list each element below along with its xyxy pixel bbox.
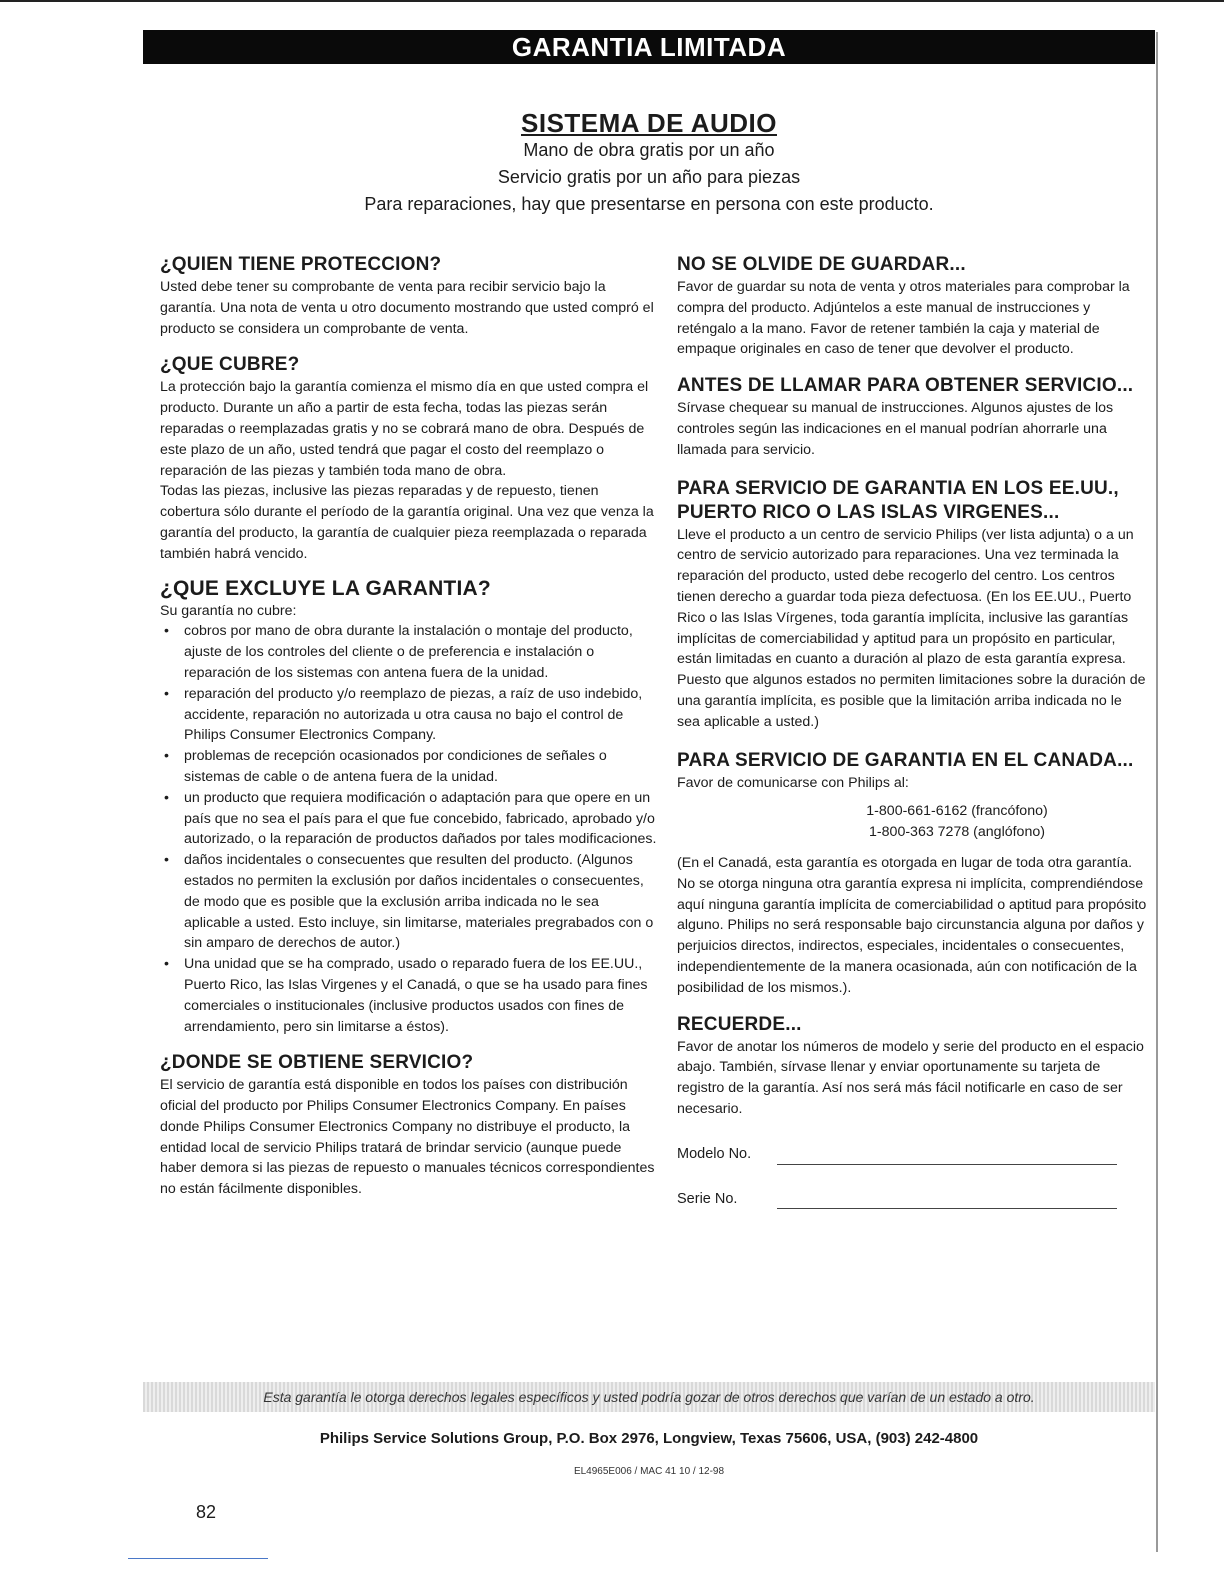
section-text: Sírvase chequear su manual de instrucciones. Algunos ajustes de los controles según las indicaciones en el manual podrían ahorrarle una llamada para servicio. (677, 400, 1114, 458)
section-text: (En el Canadá, esta garantía es otorgada en lugar de toda otra garantía. No se otorga ninguna otra garantía expresa ni implícita, comprendiéndose aquí ninguna garantía implícita de comerciabilidad o aptitud para propósito alguno. Philips no será responsable bajo circunstancia alguna por daños y perjuicios directos, indirectos, especiales, incidentales o consecuentes, independientemente de la manera ocasionada, aún con notificación de la posibilidad de los mismos.). (677, 854, 1147, 996)
phone-french: 1-800-661-6162 (francófono) (866, 803, 1048, 820)
section-heading: PARA SERVICIO DE GARANTIA EN LOS EE.UU., PUERTO RICO O LAS ISLAS VIRGENES... (677, 477, 1119, 523)
section-heading: NO SE OLVIDE DE GUARDAR... (677, 254, 966, 275)
model-number-row (677, 1144, 1147, 1165)
serial-number-row (677, 1189, 1147, 1210)
section-heading: ¿DONDE SE OBTIENE SERVICIO? (160, 1052, 474, 1074)
model-number-label: Modelo No. (677, 1145, 752, 1162)
section-excluye (160, 577, 658, 1038)
banner-title: GARANTIA LIMITADA (511, 31, 787, 62)
intro-line-2: Servicio gratis por un año para piezas (497, 167, 801, 187)
section-heading: ANTES DE LLAMAR PARA OBTENER SERVICIO... (677, 375, 1134, 397)
list-item: • daños incidentales o consecuentes que resulten del producto. (Algunos estados no permiten la exclusión por daños incidentales o consecuentes, de modo que es posible que la exclusión arriba indicada no le sea aplicable a usted. Esto incluye, sin limitarse, materiales pregrabados con o sin amparo de derechos de autor.) (160, 850, 658, 954)
section-text: Lleve el producto a un centro de servicio Philips (ver lista adjunta) o a un centro de servicio autorizado para reparaciones. Una vez terminada la reparación del producto, usted debe recogerlo del centro. Los centros tienen derecho a guardar toda pieza defectuosa. (En los EE.UU., Puerto Rico o las Islas Vírgenes, toda garantía implícita, inclusive las garantías implícitas de comerciabilidad y aptitud para un propósito en particular, están limitadas en cuanto a duración al plazo de esta garantía expresa. Puesto que algunos estados no permiten limitaciones sobre la duración de una garantía implícita, es posible que la limitación arriba indicada no le sea aplicable a usted.) (677, 526, 1146, 730)
section-canada (677, 749, 1147, 999)
section-text: Todas las piezas, inclusive las piezas reparadas y de repuesto, tienen cobertura sólo durante el período de la garantía original. Una vez que venza la garantía del producto, la garantía de cualquier pieza reemplazada o reparada también habrá vencido. (160, 483, 654, 562)
section-text: Usted debe tener su comprobante de venta para recibir servicio bajo la garantía. Una nota de venta u otro documento mostrando que usted compró el producto se considera un comprobante de venta. (160, 279, 654, 337)
document-code: EL4965E006 / MAC 41 10 / 12-98 (573, 1466, 725, 1477)
section-lead: Su garantía no cubre: (160, 602, 297, 619)
section-heading: ¿QUE EXCLUYE LA GARANTIA? (160, 576, 491, 600)
left-column (160, 253, 658, 1200)
section-heading: ¿QUIEN TIENE PROTECCION? (160, 254, 442, 275)
top-rule (0, 0, 1224, 2)
section-heading: ¿QUE CUBRE? (160, 354, 300, 376)
section-heading: RECUERDE... (677, 1013, 802, 1035)
serial-number-label: Serie No. (677, 1190, 738, 1207)
warranty-banner (143, 30, 1155, 64)
phone-numbers (677, 801, 1147, 843)
model-number-field[interactable] (777, 1150, 1117, 1165)
serial-number-field[interactable] (777, 1194, 1117, 1209)
intro-line-3: Para reparaciones, hay que presentarse en persona con este producto. (364, 194, 934, 214)
right-column (677, 253, 1147, 1209)
section-recuerde (677, 1013, 1147, 1210)
list-item: • un producto que requiera modificación o adaptación para que opere en un país que no sea el país para el que fue concebido, fabricado, aprobado y/o autorizado, o la reparación de productos dañados por tales modificaciones. (160, 788, 658, 850)
intro-line-1: Mano de obra gratis por un año (523, 140, 775, 160)
product-title: SISTEMA DE AUDIO (521, 108, 777, 138)
section-quien (160, 253, 658, 339)
section-lead: Favor de comunicarse con Philips al: (677, 774, 909, 791)
section-donde (160, 1051, 658, 1200)
legal-notice: Esta garantía le otorga derechos legales específicos y usted podría gozar de otros derechos que varían de un estado a otro. (143, 1382, 1155, 1412)
section-text: Favor de guardar su nota de venta y otros materiales para comprobar la compra del producto. Adjúntelos a este manual de instrucciones y reténgalo a la mano. Favor de retener también la caja y material de empaque originales en caso de tener que devolver el producto. (677, 279, 1130, 358)
page-number: 82 (196, 1502, 217, 1522)
section-text: El servicio de garantía está disponible en todos los países con distribución oficial del producto por Philips Consumer Electronics Company. En países donde Philips Consumer Electronics Company no distribuye el producto, la entidad local de servicio Philips tratará de brindar servicio (aunque puede haber demora si las piezas de repuesto o manuales técnicos correspondientes no están fácilmente disponibles. (160, 1077, 655, 1198)
right-margin-rule (1156, 32, 1158, 1552)
list-item: • reparación del producto y/o reemplazo de piezas, a raíz de uso indebido, accidente, reparación no autorizada u otra causa no bajo el control de Philips Consumer Electronics Company. (160, 684, 658, 746)
section-text: La protección bajo la garantía comienza el mismo día en que usted compra el producto. Durante un año a partir de esta fecha, todas las piezas serán reparadas o reemplazadas gratis y no se cobrará mano de obra. Después de este plazo de un año, usted tendrá que pagar el costo del reemplazo o reparación de las piezas y también toda mano de obra. (160, 379, 649, 479)
phone-english: 1-800-363 7278 (anglófono) (869, 824, 1045, 841)
list-item: • problemas de recepción ocasionados por condiciones de señales o sistemas de cable o de antena fuera de la unidad. (160, 746, 658, 788)
bottom-accent-line (128, 1558, 268, 1559)
exclusion-list (160, 621, 658, 1037)
list-item: • Una unidad que se ha comprado, usado o reparado fuera de los EE.UU., Puerto Rico, las Islas Virgenes y el Canadá, o que se ha usado para fines comerciales o institucionales (inclusive productos usados con fines de arrendamiento, pero sin limitarse a éstos). (160, 954, 658, 1037)
section-antes (677, 374, 1147, 460)
section-text: Favor de anotar los números de modelo y serie del producto en el espacio abajo. También, sírvase llenar y enviar oportunamente su tarjeta de registro de la garantía. Así nos será más fácil notificarle en caso de ser necesario. (677, 1038, 1144, 1117)
section-cubre (160, 353, 658, 564)
section-guardar (677, 253, 1147, 360)
section-eeuu (677, 477, 1147, 733)
list-item: • cobros por mano de obra durante la instalación o montaje del producto, ajuste de los controles del cliente o de preferencia e instalación o reparación de los sistemas con antena fuera de la unidad. (160, 621, 658, 683)
service-address: Philips Service Solutions Group, P.O. Box 2976, Longview, Texas 75606, USA, (903) 242-4800 (319, 1430, 979, 1447)
section-heading: PARA SERVICIO DE GARANTIA EN EL CANADA... (677, 749, 1134, 771)
